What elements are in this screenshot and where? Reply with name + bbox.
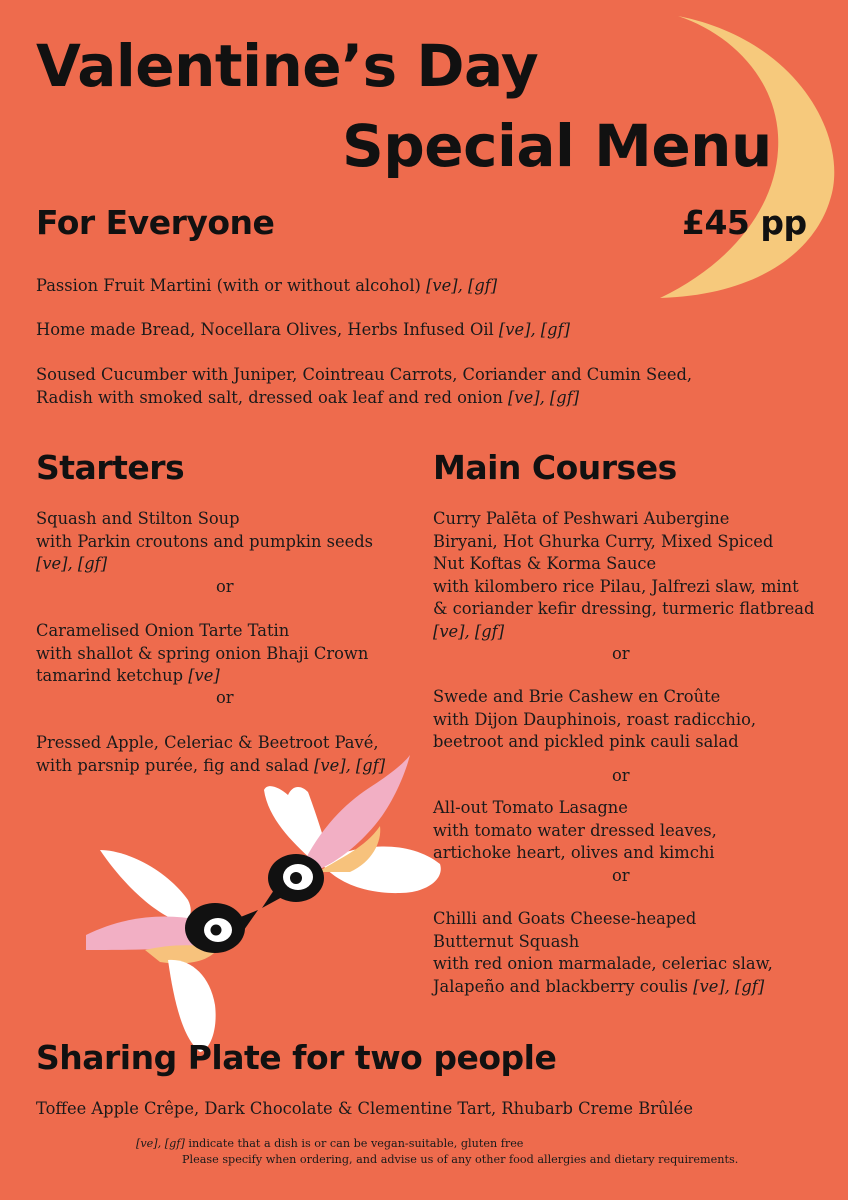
- starter-item-3: Pressed Apple, Celeriac & Beetroot Pavé, with parsnip purée, fig and salad [ve], [gf]: [36, 733, 386, 775]
- allergy-note: Please specify when ordering, and advise us of any other food allergies and dietary requirements.: [182, 1153, 739, 1166]
- dietary-note: [ve], [gf] indicate that a dish is or can be vegan-suitable, gluten free: [136, 1137, 524, 1150]
- sharing-item: Toffee Apple Crêpe, Dark Chocolate & Clementine Tart, Rhubarb Creme Brûlée: [36, 1099, 693, 1118]
- title-line-2: Special Menu: [342, 112, 772, 180]
- mains-or-1: or: [612, 644, 630, 663]
- everyone-item-1: Passion Fruit Martini (with or without alcohol) [ve], [gf]: [36, 276, 498, 295]
- title-line-1: Valentine’s Day: [36, 32, 539, 100]
- main-item-3: All-out Tomato Lasagne with tomato water dressed leaves, artichoke heart, olives and kimchi: [433, 798, 717, 862]
- for-everyone-heading: For Everyone: [36, 203, 275, 242]
- starter-item-1: Squash and Stilton Soup with Parkin croutons and pumpkin seeds [ve], [gf]: [36, 509, 374, 573]
- starters-or-1: or: [216, 577, 234, 596]
- main-courses-heading: Main Courses: [433, 448, 677, 487]
- main-item-2: Swede and Brie Cashew en Croûte with Dijon Dauphinois, roast radicchio, beetroot and pickled pink cauli salad: [433, 687, 757, 751]
- starters-or-2: or: [216, 688, 234, 707]
- sharing-heading: Sharing Plate for two people: [36, 1038, 557, 1077]
- price-label: £45 pp: [682, 203, 807, 242]
- everyone-item-2: Home made Bread, Nocellara Olives, Herbs Infused Oil [ve], [gf]: [36, 320, 570, 339]
- mains-or-3: or: [612, 866, 630, 885]
- mains-or-2: or: [612, 766, 630, 785]
- main-item-4: Chilli and Goats Cheese-heaped Butternut Squash with red onion marmalade, celeriac slaw, Jalapeño and blackberry coulis [ve], [gf]: [433, 909, 773, 996]
- starter-item-2: Caramelised Onion Tarte Tatin with shallot & spring onion Bhaji Crown tamarind ketchup [ve]: [36, 621, 369, 685]
- everyone-item-3: Soused Cucumber with Juniper, Cointreau Carrots, Coriander and Cumin Seed, Radish with smoked salt, dressed oak leaf and red onion [ve], [gf]: [36, 365, 693, 407]
- main-item-1: Curry Palēta of Peshwari Aubergine Biryani, Hot Ghurka Curry, Mixed Spiced Nut Koftas & Korma Sauce with kilombero rice Pilau, Jalfrezi slaw, mint & coriander kefir dressing, turmeric flatbread [ve], [gf]: [433, 509, 815, 641]
- starters-heading: Starters: [36, 448, 185, 487]
